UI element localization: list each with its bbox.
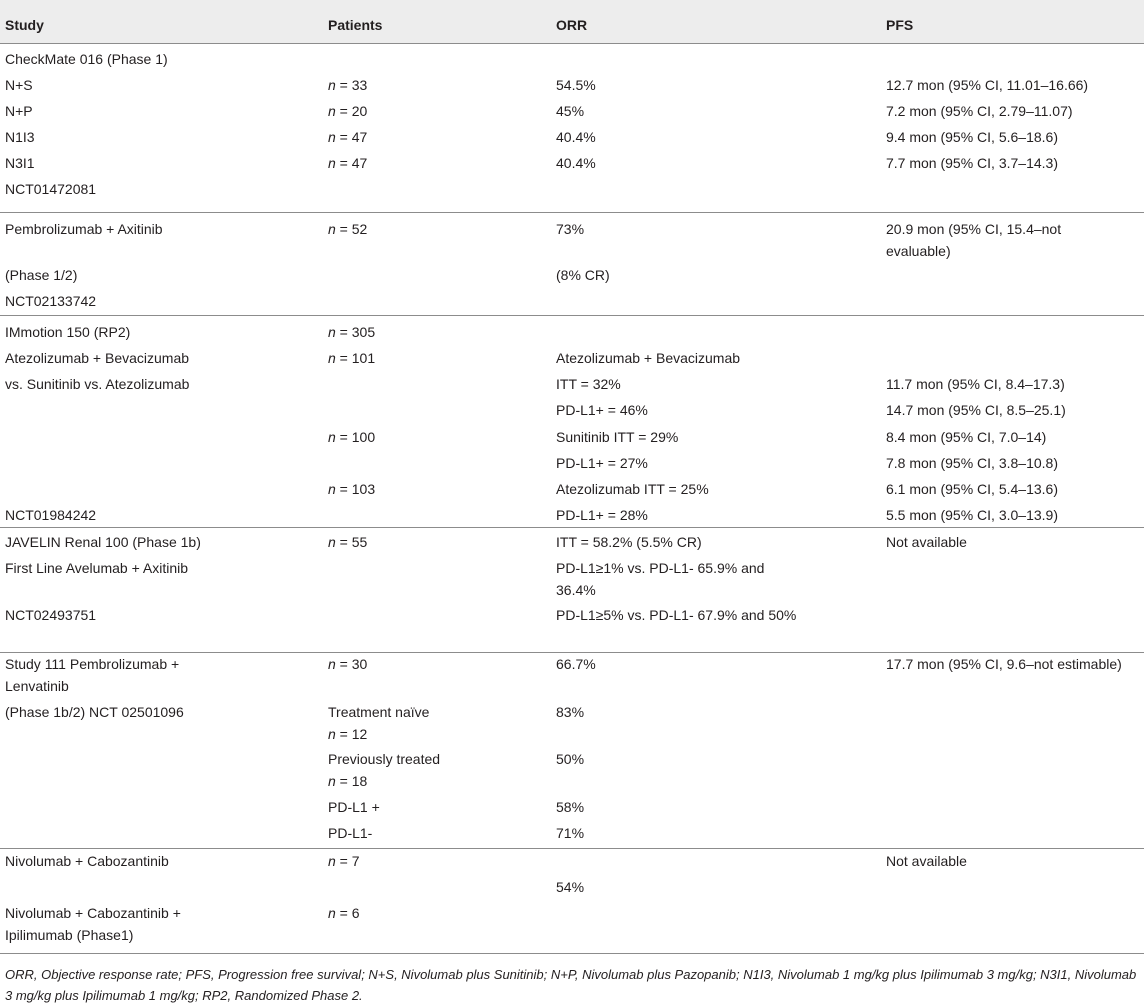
pfs-cell: 7.7 mon (95% CI, 3.7–14.3): [886, 155, 1058, 171]
table-row: [0, 347, 1144, 369]
table-row: [0, 748, 1144, 792]
pfs-cell: Not available: [886, 534, 967, 550]
patients-value: = 20: [335, 103, 368, 119]
n-symbol: n: [328, 77, 336, 93]
table-row: [0, 264, 1144, 286]
n-symbol: n: [328, 429, 336, 445]
pfs-cell: 14.7 mon (95% CI, 8.5–25.1): [886, 402, 1066, 418]
patients-value: = 18: [335, 773, 368, 789]
table-row-group: [0, 653, 1144, 849]
study-cell: NCT01472081: [5, 181, 97, 197]
orr-cell: Sunitinib ITT = 29%: [556, 429, 679, 445]
pfs-cell: 12.7 mon (95% CI, 11.01–16.66): [886, 77, 1089, 93]
study-cell: NCT02493751: [5, 607, 97, 623]
pfs-cell: 9.4 mon (95% CI, 5.6–18.6): [886, 129, 1058, 145]
patients-cell: [328, 850, 528, 872]
orr-cell: 54%: [556, 879, 585, 895]
study-cell: CheckMate 016 (Phase 1): [5, 51, 168, 67]
n-symbol: n: [328, 726, 336, 742]
study-cell: Nivolumab + Cabozantinib: [5, 853, 169, 869]
patients-value: PD-L1-: [328, 825, 373, 841]
orr-cell: ITT = 32%: [556, 376, 621, 392]
n-symbol: n: [328, 481, 336, 497]
patients-cell: [328, 100, 528, 122]
patients-value: = 6: [335, 905, 360, 921]
table-row: [0, 850, 1144, 872]
orr-cell: 45%: [556, 103, 585, 119]
study-cell: N+P: [5, 103, 33, 119]
pfs-cell: 11.7 mon (95% CI, 8.4–17.3): [886, 376, 1065, 392]
study-cell: Nivolumab + Cabozantinib + Ipilimumab (Phase1): [5, 905, 181, 943]
patients-value: PD-L1 +: [328, 799, 380, 815]
table-row: [0, 478, 1144, 500]
n-symbol: n: [328, 656, 336, 672]
patients-subgroup-label: Previously treated: [328, 751, 441, 767]
patients-value: = 47: [335, 129, 368, 145]
table-row: [0, 178, 1144, 200]
patients-cell: [328, 218, 528, 240]
study-cell: N1I3: [5, 129, 35, 145]
patients-value: = 47: [335, 155, 368, 171]
patients-cell: [328, 748, 528, 792]
orr-cell: ITT = 58.2% (5.5% CR): [556, 534, 702, 550]
pfs-cell: 8.4 mon (95% CI, 7.0–14): [886, 429, 1047, 445]
pfs-cell: 17.7 mon (95% CI, 9.6–not estimable): [886, 656, 1122, 672]
patients-cell: [328, 653, 528, 675]
n-symbol: n: [328, 129, 336, 145]
patients-value: = 30: [335, 656, 368, 672]
study-cell: Atezolizumab + Bevacizumab: [5, 350, 190, 366]
study-cell: Pembrolizumab + Axitinib: [5, 221, 163, 237]
table-row-group: [0, 316, 1144, 528]
patients-value: = 103: [335, 481, 376, 497]
patients-cell: [328, 152, 528, 174]
table-row: [0, 902, 1144, 946]
study-cell: vs. Sunitinib vs. Atezolizumab: [5, 376, 190, 392]
n-symbol: n: [328, 534, 336, 550]
patients-value: = 33: [335, 77, 368, 93]
table-footnote: ORR, Objective response rate; PFS, Progression free survival; N+S, Nivolumab plus Sunitinib; N+P, Nivolumab plus Pazopanib; N1I3, Nivolumab 1 mg/kg plus Ipilimumab 3 mg/kg; N3I1, Nivolumab 3 mg/kg plus Ipilimumab 1 mg/kg; RP2, Randomized Phase 2.: [5, 967, 1137, 1003]
patients-cell: [328, 531, 528, 553]
n-symbol: n: [328, 350, 336, 366]
n-symbol: n: [328, 155, 336, 171]
table-row: [0, 426, 1144, 448]
pfs-cell: 20.9 mon (95% CI, 15.4–not evaluable): [886, 221, 1062, 259]
orr-cell: 54.5%: [556, 77, 596, 93]
pfs-cell: Not available: [886, 853, 967, 869]
study-cell: N3I1: [5, 155, 35, 171]
study-cell: First Line Avelumab + Axitinib: [5, 560, 189, 576]
patients-value: = 100: [335, 429, 376, 445]
table-header: [0, 0, 1144, 44]
orr-cell: PD-L1+ = 46%: [556, 402, 648, 418]
table-row: [0, 152, 1144, 174]
patients-value: = 52: [335, 221, 368, 237]
orr-cell: 40.4%: [556, 155, 596, 171]
patients-cell: [328, 701, 528, 745]
patients-value: = 101: [335, 350, 376, 366]
patients-cell: [328, 902, 528, 924]
table-row: [0, 218, 1144, 262]
orr-cell: Atezolizumab + Bevacizumab: [556, 350, 741, 366]
study-cell: NCT02133742: [5, 293, 97, 309]
orr-cell: 71%: [556, 825, 585, 841]
table-row: [0, 701, 1144, 745]
patients-value: = 55: [335, 534, 368, 550]
study-cell: NCT01984242: [5, 507, 97, 523]
table-row: [0, 452, 1144, 474]
n-symbol: n: [328, 853, 336, 869]
patients-cell: [328, 347, 528, 369]
table-row: [0, 876, 1144, 898]
n-symbol: n: [328, 905, 336, 921]
study-cell: (Phase 1b/2) NCT 02501096: [5, 704, 184, 720]
orr-cell: PD-L1+ = 28%: [556, 507, 648, 523]
table-row-group: [0, 528, 1144, 653]
patients-cell: [328, 126, 528, 148]
table-row: [0, 290, 1144, 312]
table-row: [0, 604, 1144, 648]
patients-cell: [328, 478, 528, 500]
orr-cell: 73%: [556, 221, 585, 237]
study-cell: (Phase 1/2): [5, 267, 78, 283]
pfs-cell: 6.1 mon (95% CI, 5.4–13.6): [886, 481, 1058, 497]
table-row: [0, 126, 1144, 148]
table-row: [0, 48, 1144, 70]
patients-value: = 305: [335, 324, 376, 340]
patients-cell: [328, 822, 528, 844]
table-row: [0, 373, 1144, 395]
study-cell: Study 111 Pembrolizumab + Lenvatinib: [5, 656, 180, 694]
table-row-group: [0, 849, 1144, 954]
orr-cell: 40.4%: [556, 129, 596, 145]
table-row: [0, 100, 1144, 122]
study-cell: IMmotion 150 (RP2): [5, 324, 131, 340]
study-cell: N+S: [5, 77, 33, 93]
orr-cell: PD-L1+ = 27%: [556, 455, 648, 471]
orr-cell: PD-L1≥5% vs. PD-L1- 67.9% and 50%: [556, 607, 797, 623]
table-row: [0, 796, 1144, 818]
patients-value: = 12: [335, 726, 368, 742]
table-row: [0, 557, 1144, 601]
orr-cell: Atezolizumab ITT = 25%: [556, 481, 709, 497]
orr-cell: (8% CR): [556, 267, 610, 283]
header-orr: ORR: [556, 17, 588, 33]
table-row: [0, 504, 1144, 526]
pfs-cell: 7.8 mon (95% CI, 3.8–10.8): [886, 455, 1058, 471]
n-symbol: n: [328, 773, 336, 789]
table-row: [0, 74, 1144, 96]
orr-cell: 83%: [556, 704, 585, 720]
table-row: [0, 822, 1144, 844]
table-row: [0, 653, 1144, 697]
orr-cell: 58%: [556, 799, 585, 815]
header-patients: Patients: [328, 17, 383, 33]
patients-value: = 7: [335, 853, 360, 869]
header-pfs: PFS: [886, 17, 914, 33]
pfs-cell: 5.5 mon (95% CI, 3.0–13.9): [886, 507, 1058, 523]
n-symbol: n: [328, 221, 336, 237]
pfs-cell: 7.2 mon (95% CI, 2.79–11.07): [886, 103, 1073, 119]
table-row-group: [0, 213, 1144, 316]
patients-subgroup-label: Treatment naïve: [328, 704, 430, 720]
n-symbol: n: [328, 324, 336, 340]
study-cell: JAVELIN Renal 100 (Phase 1b): [5, 534, 201, 550]
table-row: [0, 321, 1144, 343]
patients-cell: [328, 426, 528, 448]
patients-cell: [328, 796, 528, 818]
table-row-group: [0, 43, 1144, 213]
orr-cell: 66.7%: [556, 656, 596, 672]
n-symbol: n: [328, 103, 336, 119]
orr-cell: PD-L1≥1% vs. PD-L1- 65.9% and 36.4%: [556, 560, 765, 598]
header-study: Study: [5, 17, 44, 33]
orr-cell: 50%: [556, 751, 585, 767]
table-row: [0, 531, 1144, 553]
table-row: [0, 399, 1144, 421]
patients-cell: [328, 321, 528, 343]
patients-cell: [328, 74, 528, 96]
